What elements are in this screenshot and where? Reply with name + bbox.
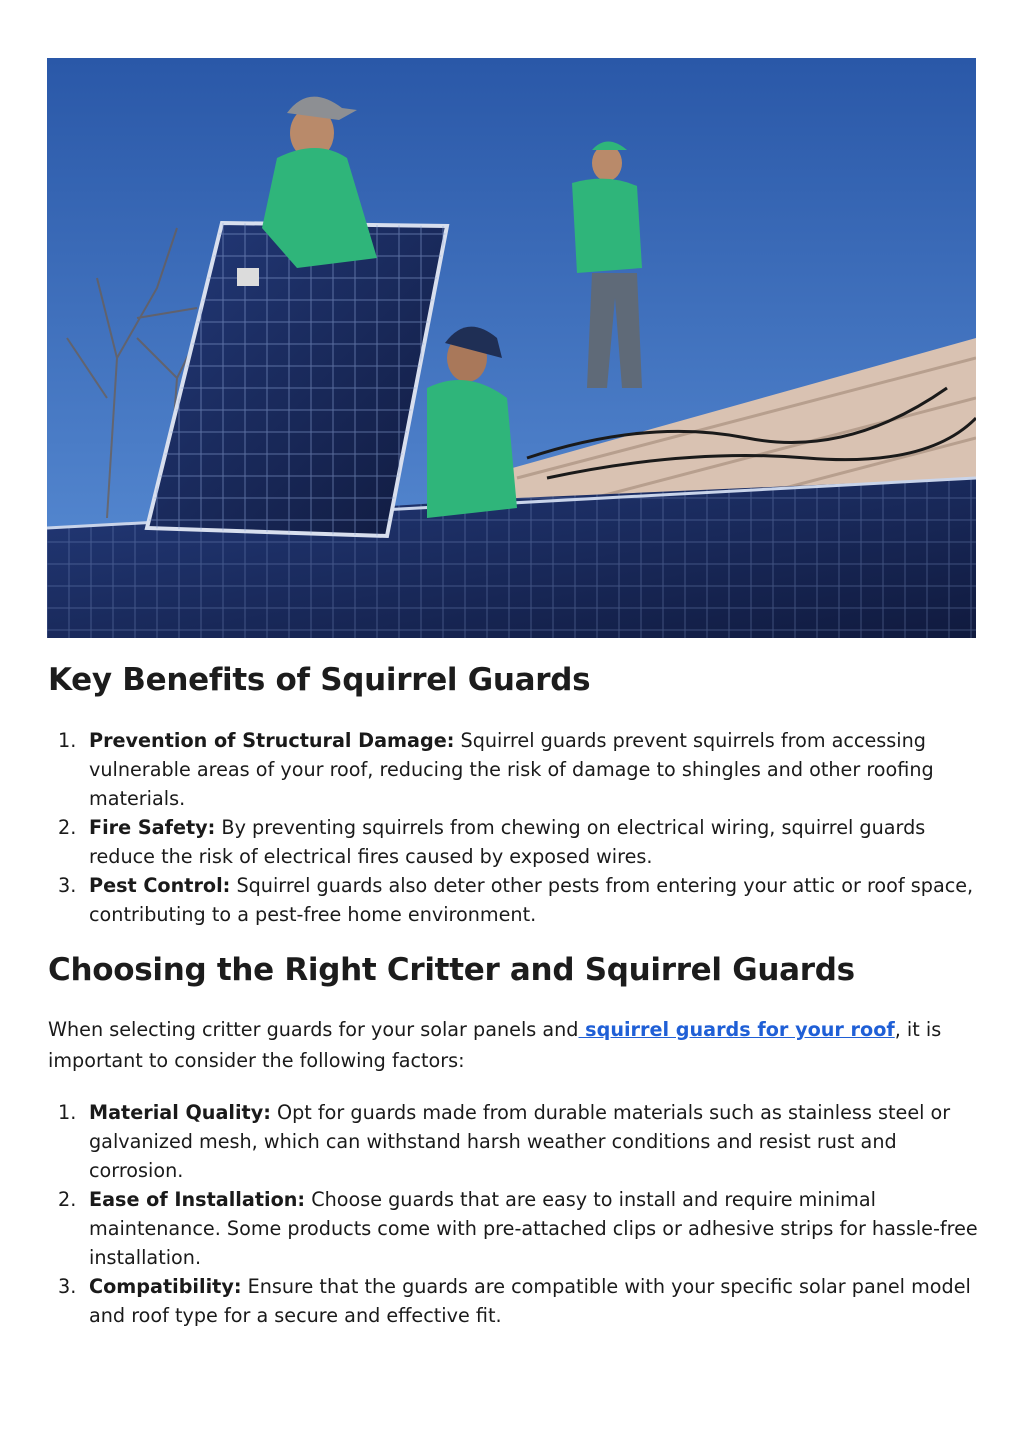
list-number: 3. xyxy=(58,874,77,897)
list-item-text: Squirrel guards also deter other pests from entering your attic or roof space, contributing to a pest-free home environment. xyxy=(89,874,974,926)
list-item xyxy=(48,1098,978,1185)
list-item-text: Opt for guards made from durable materials such as stainless steel or galvanized mesh, which can withstand harsh weather conditions and resist rust and corrosion. xyxy=(89,1101,951,1182)
list-item xyxy=(48,871,978,929)
factors-list xyxy=(48,1098,978,1330)
list-number: 2. xyxy=(58,1188,77,1211)
intro-text-end: , it is important to consider the following factors: xyxy=(48,1018,942,1072)
list-item-text: Choose guards that are easy to install and require minimal maintenance. Some products come with pre-attached clips or adhesive strips for hassle-free installation. xyxy=(89,1188,978,1269)
list-item-label: Compatibility: xyxy=(89,1275,242,1298)
list-item-label: Pest Control: xyxy=(89,874,231,897)
intro-paragraph xyxy=(48,1014,978,1076)
section-title-benefits: Key Benefits of Squirrel Guards xyxy=(48,662,591,698)
list-number: 2. xyxy=(58,816,77,839)
list-item-label: Ease of Installation: xyxy=(89,1188,306,1211)
solar-installation-illustration xyxy=(47,58,976,638)
benefits-list xyxy=(48,726,978,929)
list-item-label: Prevention of Structural Damage: xyxy=(89,729,455,752)
list-item xyxy=(48,813,978,871)
list-number: 1. xyxy=(58,1101,77,1124)
list-item-label: Fire Safety: xyxy=(89,816,216,839)
list-item xyxy=(48,1185,978,1272)
list-item xyxy=(48,1272,978,1330)
squirrel-guards-link[interactable]: squirrel guards for your roof xyxy=(578,1018,895,1041)
intro-text: When selecting critter guards for your solar panels and xyxy=(48,1018,579,1041)
hero-image xyxy=(47,58,976,638)
list-item-text: By preventing squirrels from chewing on electrical wiring, squirrel guards reduce the risk of electrical fires caused by exposed wires. xyxy=(89,816,926,868)
section-title-choosing: Choosing the Right Critter and Squirrel Guards xyxy=(48,952,855,988)
list-item xyxy=(48,726,978,813)
list-item-label: Material Quality: xyxy=(89,1101,271,1124)
list-item-text: Ensure that the guards are compatible with your specific solar panel model and roof type for a secure and effective fit. xyxy=(89,1275,971,1327)
list-item-text: Squirrel guards prevent squirrels from accessing vulnerable areas of your roof, reducing the risk of damage to shingles and other roofing materials. xyxy=(89,729,934,810)
list-number: 1. xyxy=(58,729,77,752)
list-number: 3. xyxy=(58,1275,77,1298)
